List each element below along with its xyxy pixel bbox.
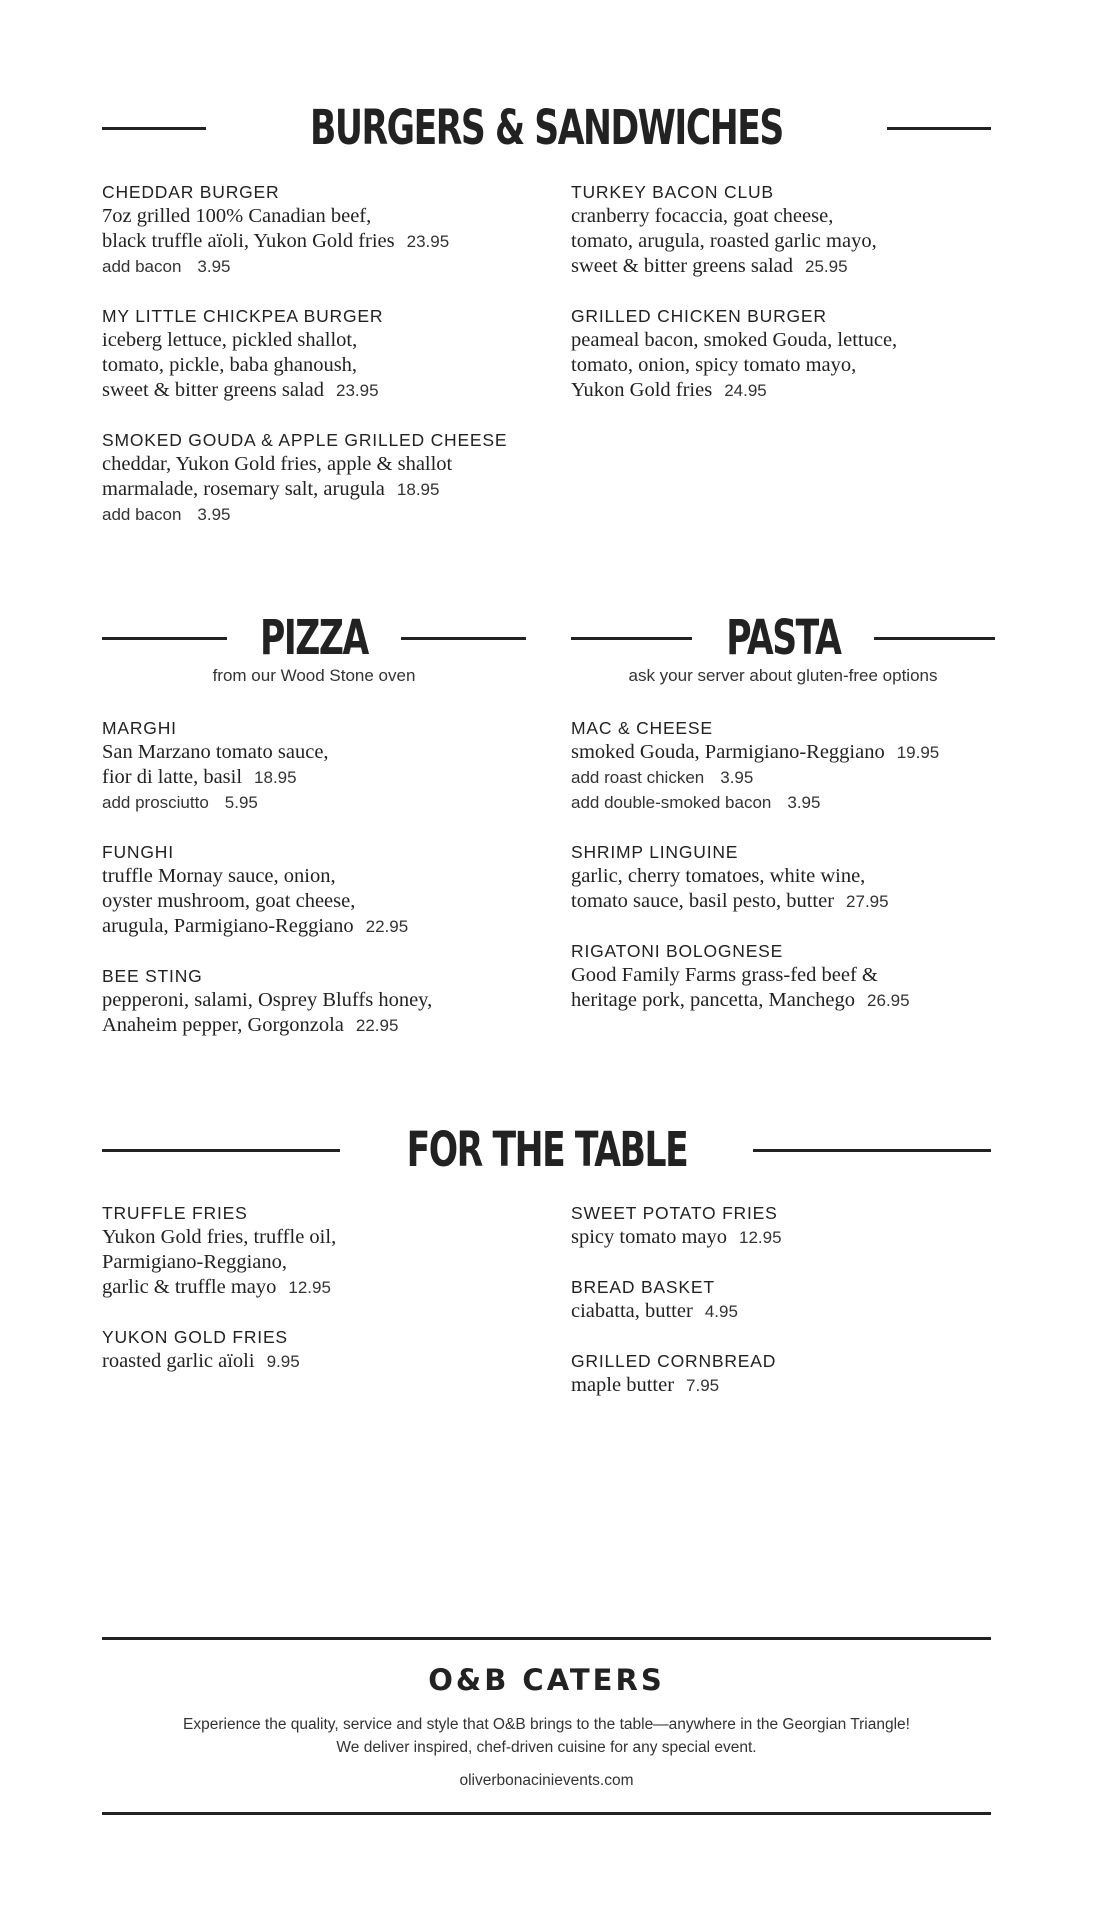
- section-title-burgers: BURGERS & SANDWICHES: [310, 100, 783, 156]
- menu-item-description: [102, 1275, 542, 1300]
- menu-item: [571, 939, 1011, 1013]
- description-text: 7oz grilled 100% Canadian beef,: [102, 205, 372, 227]
- menu-item-name: MARGHI: [102, 718, 177, 738]
- menu-item-description: [102, 914, 542, 939]
- description-text: arugula, Parmigiano-Reggiano: [102, 915, 354, 937]
- menu-item-price: 27.95: [846, 892, 889, 911]
- description-text: pepperoni, salami, Osprey Bluffs honey,: [102, 989, 433, 1011]
- burgers-left-column: [102, 180, 542, 552]
- menu-item-name: FUNGHI: [102, 842, 174, 862]
- header-rule-right: [753, 1149, 991, 1152]
- menu-item-addon: [571, 790, 1011, 815]
- burgers-right-column: [571, 180, 1011, 428]
- menu-item-price: 4.95: [704, 1302, 738, 1321]
- table-left-column: [102, 1201, 542, 1399]
- menu-item: [102, 1325, 542, 1374]
- description-text: garlic, cherry tomatoes, white wine,: [571, 865, 866, 887]
- menu-item: [571, 1201, 1011, 1250]
- menu-item: [102, 428, 542, 527]
- addon-price: 3.95: [197, 505, 231, 524]
- menu-item-description: [571, 328, 1011, 353]
- menu-item-description: [102, 378, 542, 403]
- menu-item: [571, 1349, 1011, 1398]
- menu-item-description: [571, 889, 1011, 914]
- menu-item-price: 23.95: [406, 232, 450, 251]
- menu-item-description: [102, 229, 542, 254]
- menu-item-price: 12.95: [739, 1228, 782, 1247]
- description-text: sweet & bitter greens salad: [571, 255, 794, 277]
- menu-item-description: [102, 477, 542, 502]
- menu-item-description: [571, 1225, 1011, 1250]
- description-text: Parmigiano-Reggiano,: [102, 1251, 288, 1273]
- menu-item: [102, 180, 542, 279]
- description-text: ciabatta, butter: [571, 1300, 693, 1322]
- footer-title: O&B CATERS: [428, 1663, 665, 1697]
- section-header-table: [102, 1122, 991, 1178]
- description-text: truffle Mornay sauce, onion,: [102, 865, 336, 887]
- description-text: maple butter: [571, 1374, 675, 1396]
- addon-price: 3.95: [787, 793, 821, 812]
- addon-price: 3.95: [197, 257, 231, 276]
- menu-item-price: 25.95: [805, 257, 848, 276]
- menu-item-name: GRILLED CORNBREAD: [571, 1351, 777, 1371]
- header-rule-right: [401, 637, 526, 640]
- menu-item-description: [102, 889, 542, 914]
- menu-item-description: [571, 1299, 1011, 1324]
- header-rule-left: [102, 1149, 340, 1152]
- menu-item-name: RIGATONI BOLOGNESE: [571, 941, 784, 961]
- pasta-subtitle: ask your server about gluten-free options: [628, 666, 938, 685]
- menu-item-description: [102, 864, 542, 889]
- description-text: tomato, onion, spicy tomato mayo,: [571, 354, 857, 376]
- menu-item-name: SWEET POTATO FRIES: [571, 1203, 778, 1223]
- addon-label: add bacon: [102, 257, 182, 276]
- menu-item-price: 7.95: [686, 1376, 720, 1395]
- menu-item-description: [571, 864, 1011, 889]
- menu-item-name: YUKON GOLD FRIES: [102, 1327, 288, 1347]
- addon-label: add bacon: [102, 505, 182, 524]
- menu-item-name: MAC & CHEESE: [571, 718, 713, 738]
- menu-item-price: 18.95: [254, 768, 297, 787]
- menu-item-description: [571, 740, 1011, 765]
- description-text: tomato sauce, basil pesto, butter: [571, 890, 835, 912]
- description-text: iceberg lettuce, pickled shallot,: [102, 329, 358, 351]
- menu-item-description: [571, 229, 1011, 254]
- description-text: cranberry focaccia, goat cheese,: [571, 205, 834, 227]
- footer-tagline-2: We deliver inspired, chef-driven cuisine for any special event.: [336, 1739, 757, 1756]
- menu-item-description: [571, 254, 1011, 279]
- menu-item-addon: [571, 765, 1011, 790]
- header-rule-left: [102, 127, 206, 130]
- menu-item-price: 18.95: [396, 480, 440, 499]
- footer-rule-bottom: [102, 1812, 991, 1815]
- menu-item-price: 12.95: [288, 1278, 331, 1297]
- table-right-column: [571, 1201, 1011, 1423]
- footer-website: oliverbonacinievents.com: [459, 1772, 634, 1789]
- menu-item-price: 19.95: [896, 743, 940, 762]
- menu-item-name: GRILLED CHICKEN BURGER: [571, 306, 827, 326]
- menu-item-name: SHRIMP LINGUINE: [571, 842, 739, 862]
- section-title-pizza: PIZZA: [260, 610, 368, 666]
- description-text: Anaheim pepper, Gorgonzola: [102, 1014, 344, 1036]
- header-rule-left: [571, 637, 692, 640]
- header-rule-right: [874, 637, 995, 640]
- description-text: garlic & truffle mayo: [102, 1276, 277, 1298]
- description-text: spicy tomato mayo: [571, 1226, 728, 1248]
- section-header-pizza: [102, 610, 526, 666]
- menu-item: [571, 1275, 1011, 1324]
- menu-item-description: [102, 452, 542, 477]
- section-header-burgers: [102, 100, 991, 156]
- description-text: roasted garlic aïoli: [102, 1350, 255, 1372]
- description-text: black truffle aïoli, Yukon Gold fries: [102, 230, 395, 252]
- menu-item-description: [102, 353, 542, 378]
- description-text: tomato, pickle, baba ghanoush,: [102, 354, 358, 376]
- menu-item: [571, 840, 1011, 914]
- menu-item-price: 22.95: [355, 1016, 399, 1035]
- menu-item-price: 23.95: [336, 381, 379, 400]
- description-text: cheddar, Yukon Gold fries, apple & shallot: [102, 453, 453, 475]
- description-text: sweet & bitter greens salad: [102, 379, 325, 401]
- description-text: marmalade, rosemary salt, arugula: [102, 478, 385, 500]
- menu-item: [102, 964, 542, 1038]
- menu-item-description: [571, 204, 1011, 229]
- pizza-column: [102, 716, 542, 1063]
- description-text: fior di latte, basil: [102, 766, 243, 788]
- menu-item-description: [102, 765, 542, 790]
- pizza-subtitle: from our Wood Stone oven: [212, 666, 416, 685]
- menu-item-description: [571, 353, 1011, 378]
- pasta-column: [571, 716, 1011, 1038]
- menu-item: [102, 840, 542, 939]
- menu-item-description: [102, 204, 542, 229]
- description-text: heritage pork, pancetta, Manchego: [571, 989, 856, 1011]
- header-rule-right: [887, 127, 991, 130]
- description-text: Good Family Farms grass-fed beef &: [571, 964, 878, 986]
- menu-item-description: [102, 328, 542, 353]
- menu-item: [571, 716, 1011, 815]
- menu-item-description: [571, 1373, 1011, 1398]
- menu-item-price: 26.95: [867, 991, 910, 1010]
- menu-item-description: [571, 988, 1011, 1013]
- menu-item-name: BEE STING: [102, 966, 203, 986]
- menu-item: [102, 716, 542, 815]
- menu-item-price: 9.95: [266, 1352, 300, 1371]
- description-text: Yukon Gold fries, truffle oil,: [102, 1226, 337, 1248]
- menu-item-description: [102, 1250, 542, 1275]
- menu-item-description: [102, 1225, 542, 1250]
- footer-tagline-1: Experience the quality, service and style that O&B brings to the table—anywhere in the Georgian Triangle!: [183, 1716, 910, 1733]
- menu-item: [102, 304, 542, 403]
- menu-item-description: [571, 378, 1011, 403]
- addon-price: 3.95: [720, 768, 754, 787]
- menu-item-description: [102, 1013, 542, 1038]
- section-title-table: FOR THE TABLE: [406, 1122, 687, 1178]
- menu-item-description: [102, 740, 542, 765]
- header-rule-left: [102, 637, 227, 640]
- menu-item-name: TRUFFLE FRIES: [102, 1203, 248, 1223]
- addon-label: add roast chicken: [571, 768, 705, 787]
- addon-label: add double-smoked bacon: [571, 793, 772, 812]
- menu-item-addon: [102, 254, 542, 279]
- menu-item-description: [102, 1349, 542, 1374]
- menu-item-name: BREAD BASKET: [571, 1277, 715, 1297]
- menu-item-name: SMOKED GOUDA & APPLE GRILLED CHEESE: [102, 430, 508, 450]
- addon-price: 5.95: [224, 793, 258, 812]
- menu-item-price: 22.95: [365, 917, 409, 936]
- menu-item-name: MY LITTLE CHICKPEA BURGER: [102, 306, 384, 326]
- addon-label: add prosciutto: [102, 793, 209, 812]
- menu-item: [571, 180, 1011, 279]
- description-text: smoked Gouda, Parmigiano-Reggiano: [571, 741, 885, 763]
- description-text: oyster mushroom, goat cheese,: [102, 890, 356, 912]
- footer-rule-top: [102, 1637, 991, 1640]
- menu-item-addon: [102, 790, 542, 815]
- menu-item-name: TURKEY BACON CLUB: [571, 182, 774, 202]
- section-header-pasta: [571, 610, 995, 666]
- menu-item-price: 24.95: [724, 381, 767, 400]
- description-text: peameal bacon, smoked Gouda, lettuce,: [571, 329, 898, 351]
- menu-item-name: CHEDDAR BURGER: [102, 182, 280, 202]
- menu-item: [102, 1201, 542, 1300]
- menu-item-description: [102, 988, 542, 1013]
- menu-item: [571, 304, 1011, 403]
- description-text: tomato, arugula, roasted garlic mayo,: [571, 230, 877, 252]
- menu-item-addon: [102, 502, 542, 527]
- section-title-pasta: PASTA: [725, 610, 841, 666]
- description-text: Yukon Gold fries: [571, 379, 713, 401]
- description-text: San Marzano tomato sauce,: [102, 741, 329, 763]
- menu-item-description: [571, 963, 1011, 988]
